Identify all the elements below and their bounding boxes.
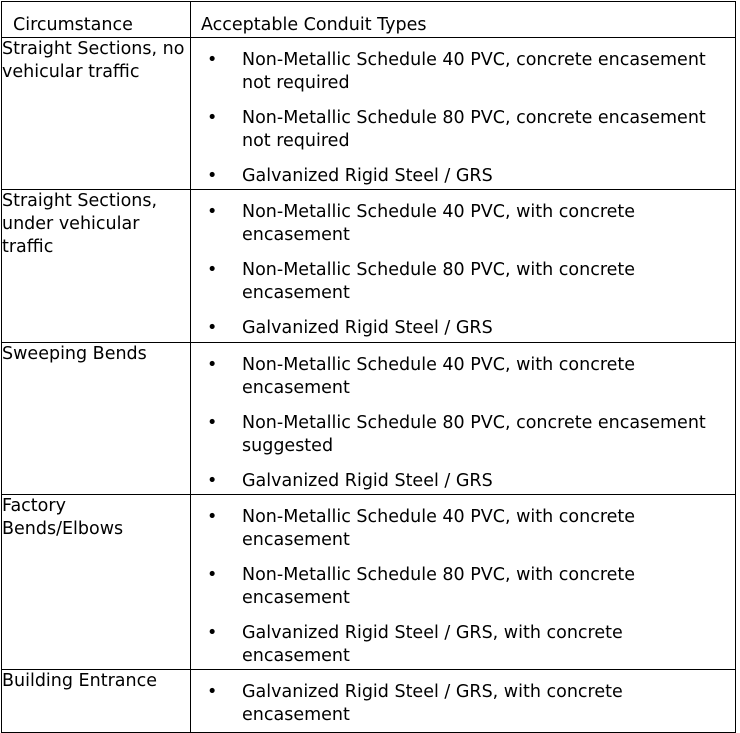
conduit-type-list	[191, 38, 735, 188]
list-item: • Non-Metallic Schedule 40 PVC, with concrete encasement	[207, 202, 636, 245]
list-item: • Non-Metallic Schedule 40 PVC, with concrete encasement	[207, 355, 636, 398]
bullet-icon: •	[207, 50, 218, 70]
table-row	[2, 343, 736, 495]
bullet-icon: •	[207, 565, 218, 585]
bullet-icon: •	[207, 471, 218, 491]
conduit-type-list	[191, 670, 735, 727]
bullet-icon: •	[207, 355, 218, 375]
table-header-row	[2, 2, 736, 38]
table-row	[2, 495, 736, 670]
conduit-types-cell	[191, 343, 736, 495]
bullet-icon: •	[207, 108, 218, 128]
list-item: • Non-Metallic Schedule 40 PVC, concrete encasement not required	[207, 50, 706, 93]
conduit-types-table	[1, 1, 736, 733]
header-circumstance: Circumstance	[2, 2, 191, 38]
circumstance-cell: Factory Bends/Elbows	[2, 495, 191, 670]
list-item: • Galvanized Rigid Steel / GRS	[207, 166, 493, 186]
bullet-icon: •	[207, 166, 218, 186]
bullet-icon: •	[207, 413, 218, 433]
list-item: • Galvanized Rigid Steel / GRS	[207, 471, 493, 491]
bullet-icon: •	[207, 507, 218, 527]
bullet-icon: •	[207, 682, 218, 702]
list-item: • Galvanized Rigid Steel / GRS, with concrete encasement	[207, 623, 623, 666]
bullet-icon: •	[207, 318, 218, 338]
conduit-types-cell	[191, 190, 736, 343]
list-item: • Non-Metallic Schedule 80 PVC, with concrete encasement	[207, 565, 636, 608]
list-item: • Non-Metallic Schedule 80 PVC, concrete encasement not required	[207, 108, 706, 151]
conduit-types-cell	[191, 670, 736, 733]
table-row	[2, 190, 736, 343]
conduit-types-cell	[191, 495, 736, 670]
bullet-icon: •	[207, 623, 218, 643]
table-row	[2, 670, 736, 733]
bullet-icon: •	[207, 260, 218, 280]
circumstance-cell: Sweeping Bends	[2, 343, 191, 495]
list-item: • Galvanized Rigid Steel / GRS	[207, 318, 493, 338]
conduit-type-list	[191, 190, 735, 340]
table-row	[2, 38, 736, 190]
list-item: • Non-Metallic Schedule 80 PVC, with concrete encasement	[207, 260, 636, 303]
conduit-type-list	[191, 495, 735, 668]
circumstance-cell: Straight Sections, no vehicular traffic	[2, 38, 191, 190]
list-item: • Galvanized Rigid Steel / GRS, with concrete encasement	[207, 682, 623, 725]
circumstance-cell: Straight Sections, under vehicular traffic	[2, 190, 191, 343]
circumstance-cell: Building Entrance	[2, 670, 191, 733]
header-acceptable-conduit-types: Acceptable Conduit Types	[191, 2, 736, 38]
conduit-type-list	[191, 343, 735, 493]
conduit-types-cell	[191, 38, 736, 190]
list-item: • Non-Metallic Schedule 40 PVC, with concrete encasement	[207, 507, 636, 550]
bullet-icon: •	[207, 202, 218, 222]
list-item: • Non-Metallic Schedule 80 PVC, concrete encasement suggested	[207, 413, 706, 456]
